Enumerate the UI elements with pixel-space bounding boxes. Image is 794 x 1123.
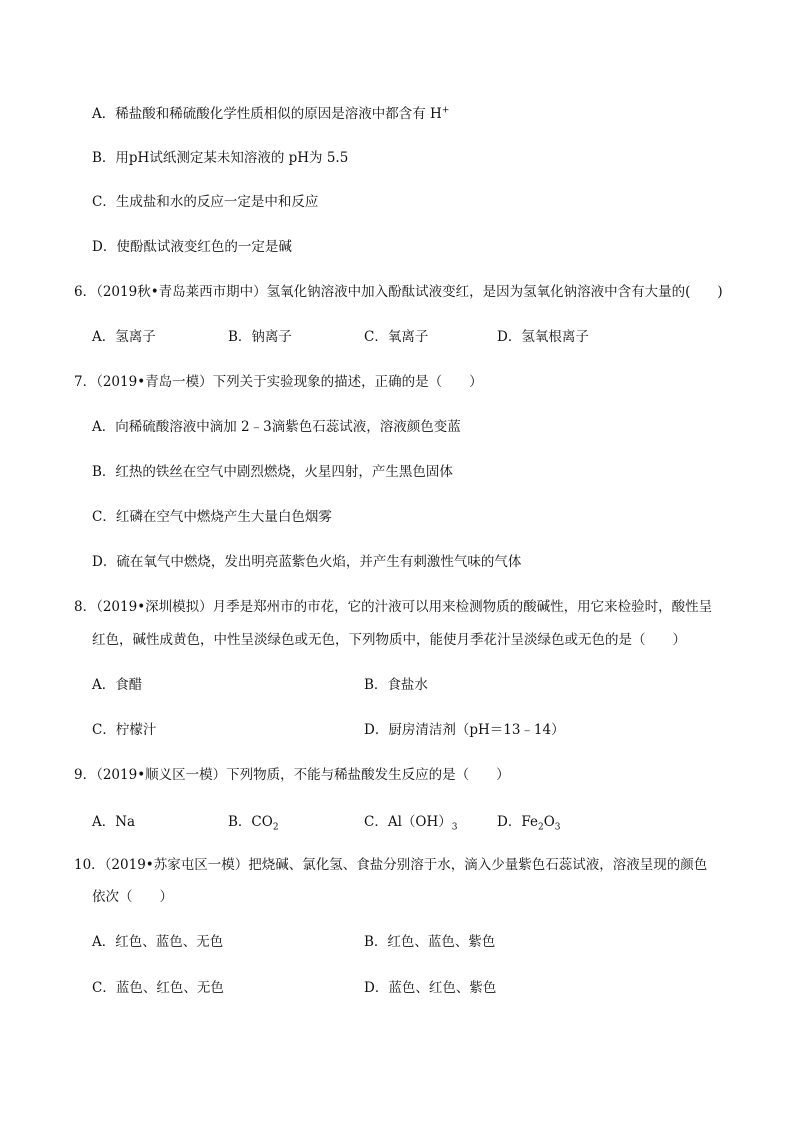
q10-option-d[interactable]: D．蓝色、红色、紫色 <box>364 980 497 996</box>
q9-option-c[interactable] <box>364 812 457 832</box>
q8-stem-line1: 8．（2019•深圳模拟）月季是郑州市的市花，它的汁液可以用来检测物质的酸碱性，用它来检验时，酸性呈 <box>74 599 713 615</box>
q10-stem-line2: 依次（ ） <box>92 889 173 905</box>
q6-option-b[interactable]: B．钠离子 <box>228 329 292 345</box>
q7-option-a[interactable]: A．向稀硫酸溶液中滴加 2﹣3滴紫色石蕊试液，溶液颜色变蓝 <box>92 419 461 435</box>
q10-option-a[interactable]: A．红色、蓝色、无色 <box>92 934 224 950</box>
q9-option-d-subscript-2: 3 <box>554 822 561 833</box>
q5-option-a-superscript: + <box>441 105 450 116</box>
q9-option-d[interactable] <box>497 812 561 832</box>
q9-stem: 9．（2019•顺义区一模）下列物质，不能与稀盐酸发生反应的是（ ） <box>74 767 510 783</box>
q6-stem: 6．（2019秋•青岛莱西市期中）氢氧化钠溶液中加入酚酞试液变红，是因为氢氧化钠溶液中含有大量的( ) <box>74 284 723 300</box>
q8-option-a[interactable]: A．食醋 <box>92 677 143 693</box>
q9-option-b[interactable] <box>228 812 279 832</box>
q8-stem-line2: 红色，碱性成黄色，中性呈淡绿色或无色，下列物质中，能使月季花汁呈淡绿色或无色的是（ ） <box>92 632 686 648</box>
q6-option-a[interactable]: A．氢离子 <box>92 329 156 345</box>
q7-option-c[interactable]: C．红磷在空气中燃烧产生大量白色烟雾 <box>92 509 332 525</box>
q5-option-b[interactable]: B．用pH试纸测定某未知溶液的 pH为 5.5 <box>92 150 349 166</box>
q9-option-b-subscript: 2 <box>272 822 279 833</box>
q10-option-c[interactable]: C．蓝色、红色、无色 <box>92 980 224 996</box>
q9-option-b-text: B．CO <box>228 814 273 830</box>
q9-option-a[interactable]: A．Na <box>92 814 136 830</box>
q6-option-c[interactable]: C．氧离子 <box>364 329 429 345</box>
q5-option-a[interactable] <box>92 104 449 124</box>
q5-option-c[interactable]: C．生成盐和水的反应一定是中和反应 <box>92 194 319 210</box>
q10-option-b[interactable]: B．红色、蓝色、紫色 <box>364 934 496 950</box>
q9-option-d-text-mid: O <box>543 814 555 830</box>
q8-option-b[interactable]: B．食盐水 <box>364 677 428 693</box>
q9-option-d-text: D．Fe <box>497 814 538 830</box>
q8-option-c[interactable]: C．柠檬汁 <box>92 722 157 738</box>
q5-option-a-text: A．稀盐酸和稀硫酸化学性质相似的原因是溶液中都含有 H <box>92 106 442 122</box>
q9-option-d-subscript-1: 2 <box>537 822 544 833</box>
q7-option-d[interactable]: D．硫在氧气中燃烧，发出明亮蓝紫色火焰，并产生有刺激性气味的气体 <box>92 554 522 570</box>
q7-stem: 7．（2019•青岛一模）下列关于实验现象的描述，正确的是（ ） <box>74 374 483 390</box>
q6-option-d[interactable]: D．氢氧根离子 <box>497 329 589 345</box>
q7-option-b[interactable]: B．红热的铁丝在空气中剧烈燃烧，火星四射，产生黑色固体 <box>92 464 453 480</box>
q8-option-d[interactable]: D．厨房清洁剂（pH＝13﹣14） <box>364 722 565 738</box>
q10-stem-line1: 10．（2019•苏家屯区一模）把烧碱、氯化氢、食盐分别溶于水，滴入少量紫色石蕊试液，溶液呈现的颜色 <box>74 857 708 873</box>
q9-option-c-text: C．Al（OH） <box>364 814 452 830</box>
q5-option-d[interactable]: D．使酚酞试液变红色的一定是碱 <box>92 239 292 255</box>
q9-option-c-subscript: 3 <box>451 822 458 833</box>
